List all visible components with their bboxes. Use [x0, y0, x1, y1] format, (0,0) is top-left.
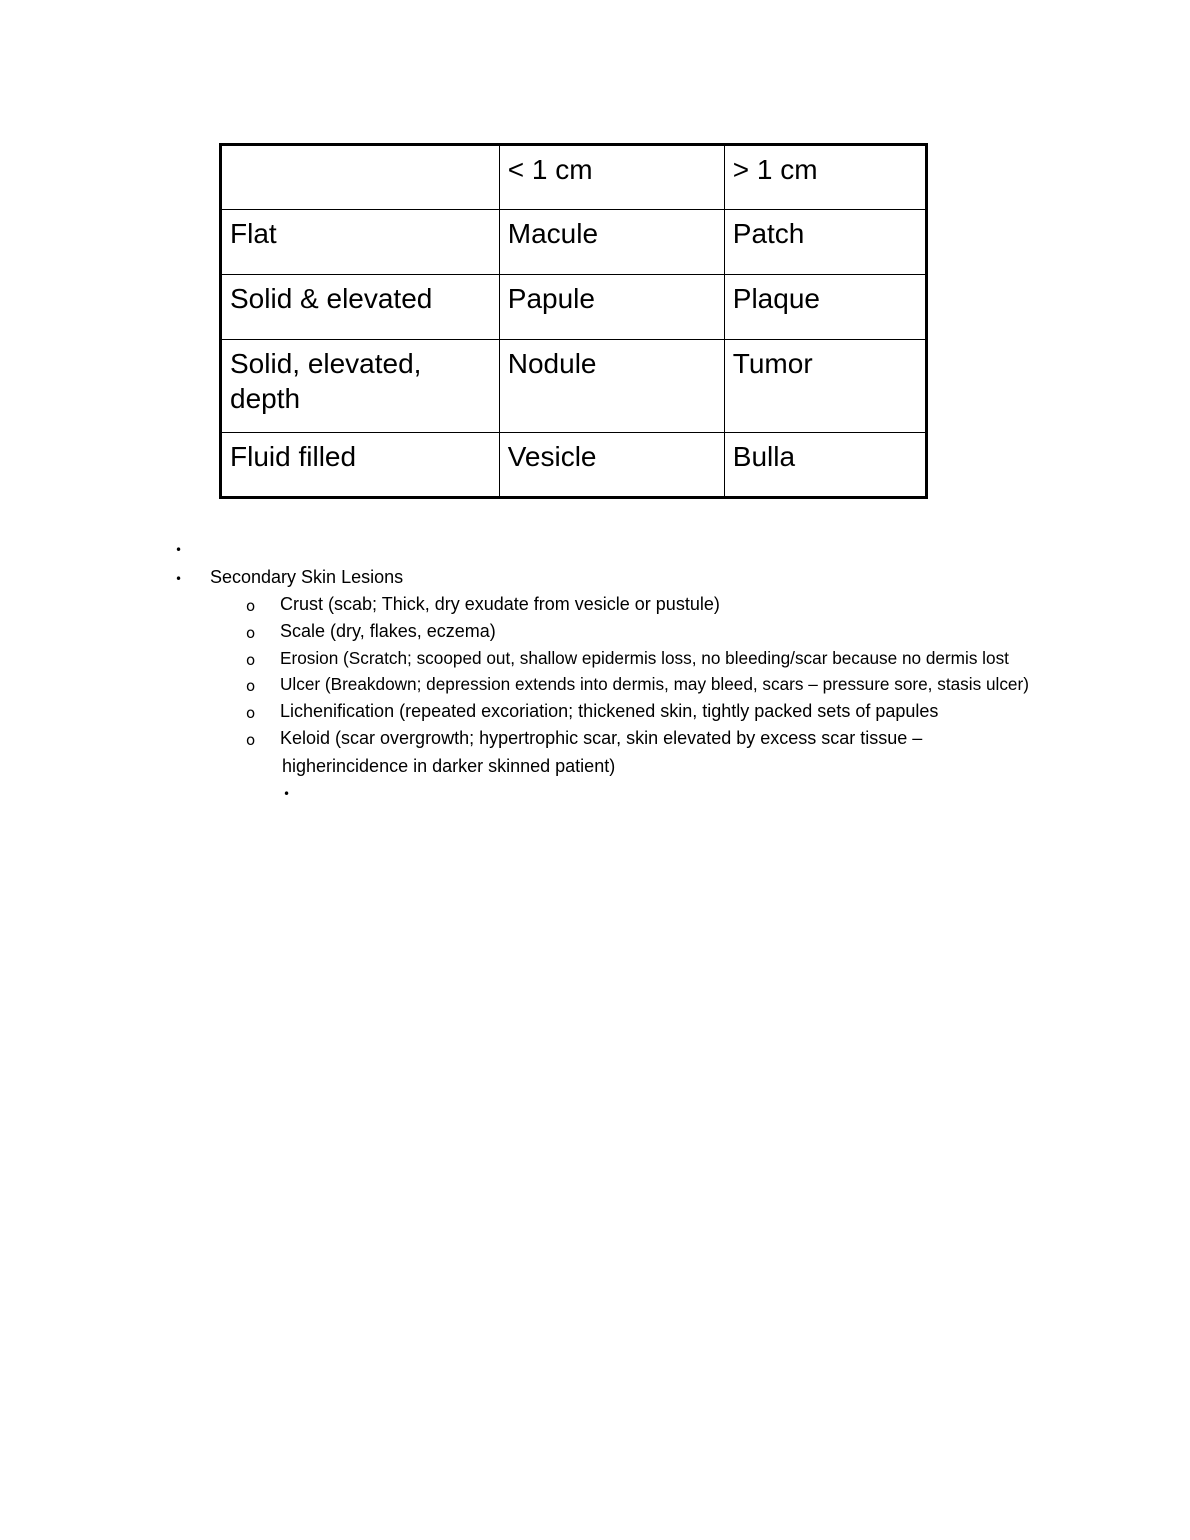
- circle-bullet-icon: o: [246, 597, 256, 615]
- table-cell: Solid & elevated: [221, 275, 500, 340]
- table-row: [221, 210, 927, 275]
- circle-bullet-icon: o: [246, 651, 256, 669]
- table-cell: > 1 cm: [724, 145, 926, 210]
- table-cell: Vesicle: [499, 433, 724, 498]
- table-cell: < 1 cm: [499, 145, 724, 210]
- list-item-continuation: higherincidence in darker skinned patient): [282, 756, 616, 776]
- table-cell: [221, 145, 500, 210]
- list-item: Crust (scab; Thick, dry exudate from vesicle or pustule): [280, 594, 720, 614]
- table-row: [221, 433, 927, 498]
- table-cell: Tumor: [724, 340, 926, 433]
- table-cell: Plaque: [724, 275, 926, 340]
- table-cell: Flat: [221, 210, 500, 275]
- table-cell: Papule: [499, 275, 724, 340]
- bullet-icon: •: [175, 543, 183, 557]
- table-cell: Solid, elevated, depth: [221, 340, 500, 433]
- table-row: [221, 275, 927, 340]
- table-header-row: [221, 145, 927, 210]
- list-item: Erosion (Scratch; scooped out, shallow epidermis loss, no bleeding/scar because no dermis lost: [280, 648, 1009, 668]
- table-cell: Bulla: [724, 433, 926, 498]
- table-cell: Fluid filled: [221, 433, 500, 498]
- table-cell: Nodule: [499, 340, 724, 433]
- bullet-icon: •: [175, 572, 183, 586]
- circle-bullet-icon: o: [246, 624, 256, 642]
- list-item: Lichenification (repeated excoriation; thickened skin, tightly packed sets of papules: [280, 701, 939, 721]
- bullet-icon: •: [283, 787, 291, 801]
- table-row: [221, 340, 927, 433]
- list-item: Keloid (scar overgrowth; hypertrophic scar, skin elevated by excess scar tissue –: [280, 728, 923, 748]
- circle-bullet-icon: o: [246, 731, 256, 749]
- table-cell: Macule: [499, 210, 724, 275]
- lesion-size-table: [219, 143, 928, 499]
- list-heading: Secondary Skin Lesions: [210, 567, 404, 587]
- circle-bullet-icon: o: [246, 677, 256, 695]
- list-item: Scale (dry, flakes, eczema): [280, 621, 496, 641]
- table-cell: Patch: [724, 210, 926, 275]
- circle-bullet-icon: o: [246, 704, 256, 722]
- list-item: Ulcer (Breakdown; depression extends into dermis, may bleed, scars – pressure sore, stasis ulcer): [280, 674, 1029, 694]
